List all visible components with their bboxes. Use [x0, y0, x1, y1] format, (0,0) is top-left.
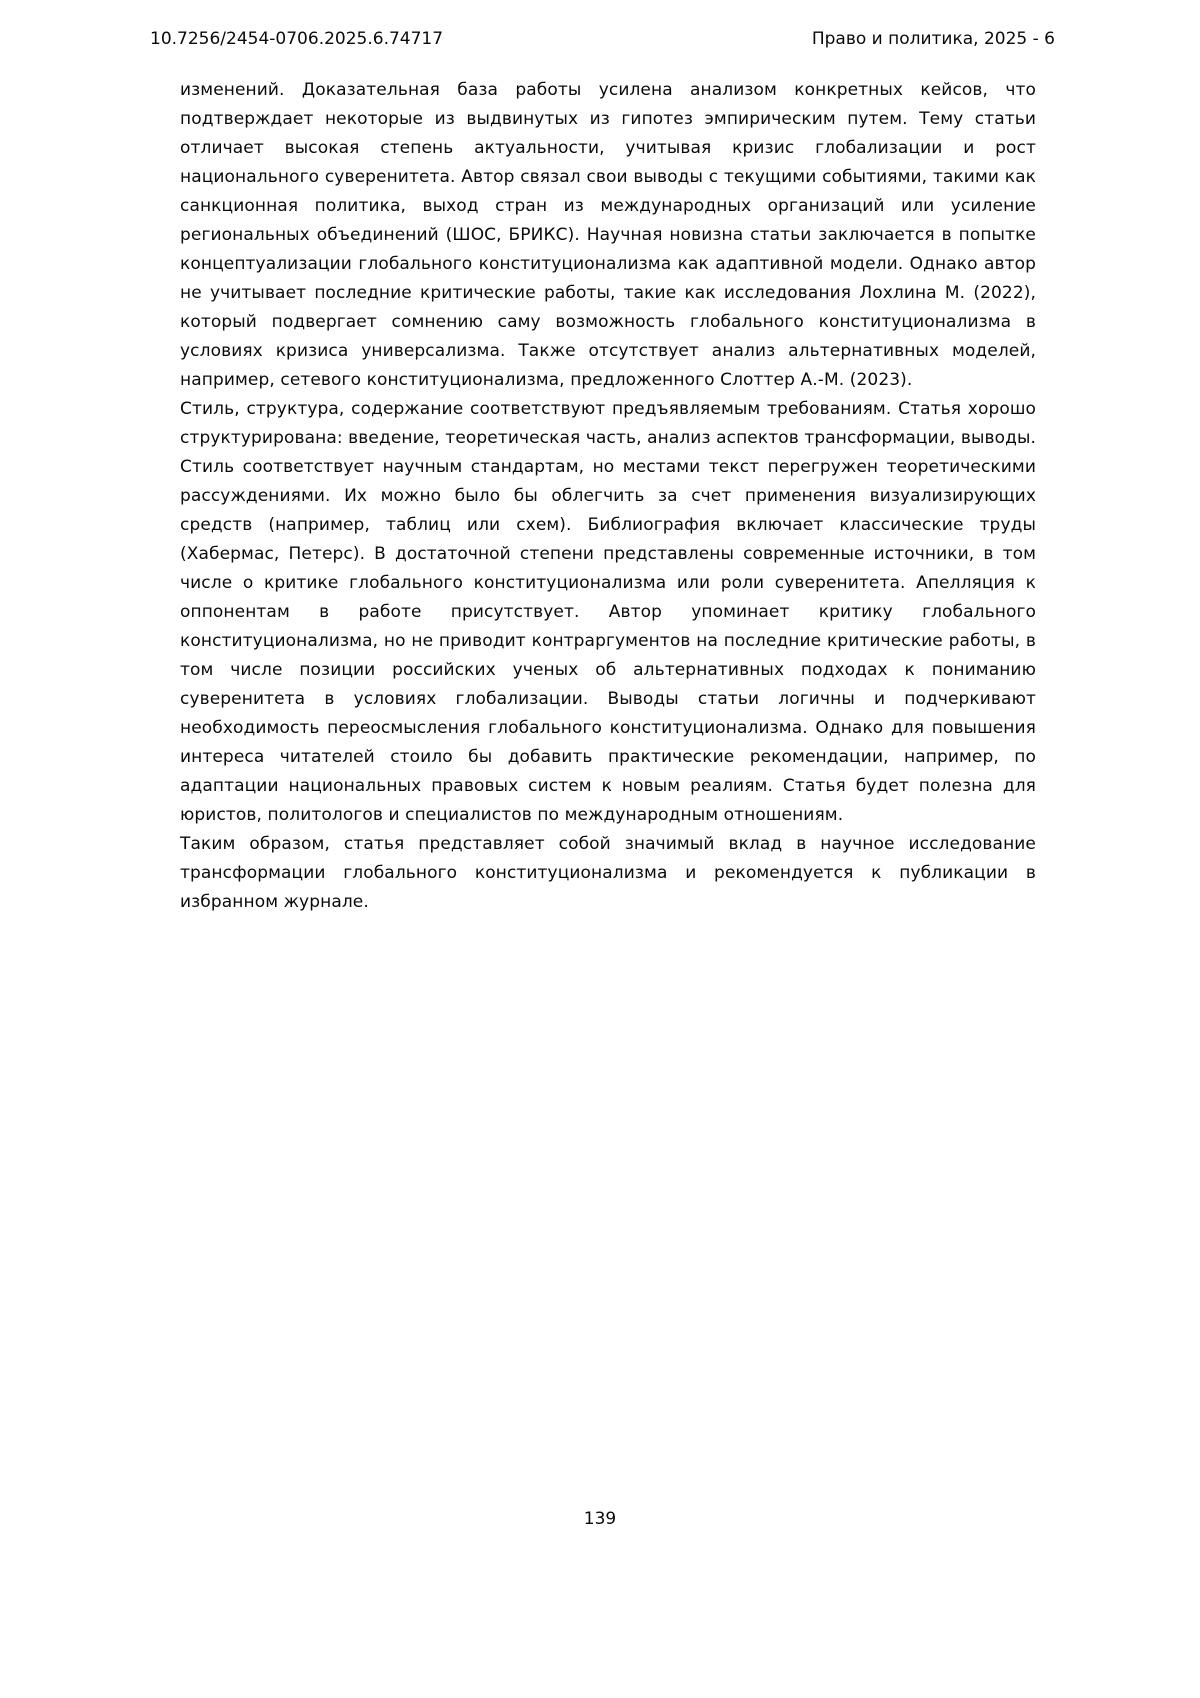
doi-text: 10.7256/2454-0706.2025.6.74717 [150, 29, 444, 49]
page-header [150, 28, 1055, 50]
page-number: 139 [583, 1509, 617, 1529]
paragraph: изменений. Доказательная база работы усилена анализом конкретных кейсов, что подтверждает некоторые из выдвинутых из гипотез эмпирическим путем. Тему статьи отличает высокая степень актуальности, учитывая кризис глобализации и рост национального суверенитета. Автор связал свои выводы с текущими событиями, такими как санкционная политика, выход стран из международных организаций или усиление региональных объединений (ШОС, БРИКС). Научная новизна статьи заключается в попытке концептуализации глобального конституционализма как адаптивной модели. Однако автор не учитывает последние критические работы, такие как исследования Лохлина М. (2022), который подвергает сомнению саму возможность глобального конституционализма в условиях кризиса универсализма. Также отсутствует анализ альтернативных моделей, например, сетевого конституционализма, предложенного Слоттер А.-М. (2023). [180, 80, 1036, 390]
journal-title: Право и политика, 2025 - 6 [811, 29, 1055, 49]
paragraph: Таким образом, статья представляет собой значимый вклад в научное исследование трансформации глобального конституционализма и рекомендуется к публикации в избранном журнале. [180, 834, 1036, 912]
paragraph: Стиль, структура, содержание соответствуют предъявляемым требованиям. Статья хорошо структурирована: введение, теоретическая часть, анализ аспектов трансформации, выводы. Стиль соответствует научным стандартам, но местами текст перегружен теоретическими рассуждениями. Их можно было бы облегчить за счет применения визуализирующих средств (например, таблиц или схем). Библиография включает классические труды (Хабермас, Петерс). В достаточной степени представлены современные источники, в том числе о критике глобального конституционализма или роли суверенитета. Апелляция к оппонентам в работе присутствует. Автор упоминает критику глобального конституционализма, но не приводит контраргументов на последние критические работы, в том числе позиции российских ученых об альтернативных подходах к пониманию суверенитета в условиях глобализации. Выводы статьи логичны и подчеркивают необходимость переосмысления глобального конституционализма. Однако для повышения интереса читателей стоило бы добавить практические рекомендации, например, по адаптации национальных правовых систем к новым реалиям. Статья будет полезна для юристов, политологов и специалистов по международным отношениям. [180, 399, 1036, 825]
page-footer [0, 1508, 1200, 1530]
article-body [180, 76, 1036, 917]
